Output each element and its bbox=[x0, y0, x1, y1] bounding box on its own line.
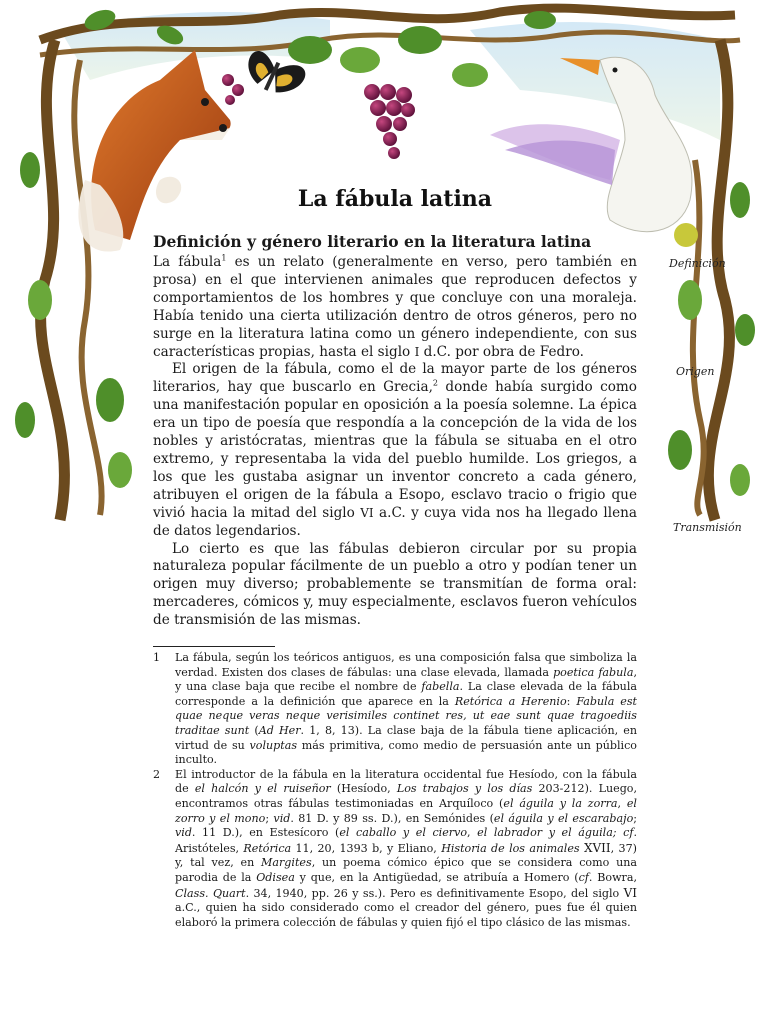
italic-run: vid bbox=[175, 826, 192, 840]
text-run: más primitiva, como medio de persuasión ante un público inculto. bbox=[175, 738, 637, 767]
italic-run: el halcón y el ruiseñor bbox=[194, 782, 331, 796]
italic-run: vid bbox=[273, 811, 291, 825]
footnote-number: 1 bbox=[153, 651, 161, 664]
italic-run: Retórica bbox=[243, 841, 292, 855]
italic-run: fabella bbox=[421, 680, 460, 694]
italic-run: Class. Quart bbox=[175, 886, 246, 900]
paragraph-origin bbox=[153, 361, 637, 540]
margin-note-definicion: Definición bbox=[669, 257, 726, 270]
italic-run: Historia de los animales bbox=[441, 841, 580, 855]
footnote-2 bbox=[153, 768, 637, 931]
italic-run: el labrador y el águila; bbox=[477, 826, 617, 840]
paragraph-transmission: Lo cierto es que las fábulas debieron circular por su propia naturaleza popular fácilmente de un pueblo a otro y podían tener un origen muy diverso; probablemente se transmitían de forma oral: mercaderes, cómicos y, muy especialmente, esclavos fueron vehículos de transmisión de las mismas. bbox=[153, 540, 637, 629]
text-run: ( bbox=[249, 723, 259, 737]
italic-run: cf bbox=[623, 826, 634, 840]
section-heading: Definición y género literario en la literatura latina bbox=[153, 232, 592, 251]
italic-run: poetica fabula bbox=[553, 665, 634, 679]
text-run: , 37) y, tal vez, en bbox=[175, 841, 637, 870]
text-run: El origen de la fábula, como el de la mayor parte de los géneros literarios, hay que buscarlo en Grecia, bbox=[153, 361, 637, 396]
text-run: La fábula, según los teóricos antiguos, es una composición falsa que simboliza la verdad. Existen dos clases de fábulas: una clase elevada, llamada bbox=[175, 651, 637, 679]
text-run: . 11 D.), en Estesícoro ( bbox=[191, 826, 340, 840]
footnote-divider bbox=[153, 646, 275, 647]
footnote-ref-2[interactable]: 2 bbox=[432, 378, 438, 388]
text-run: 11, 20, 1393 b, y Eliano, bbox=[291, 841, 442, 855]
text-run: , bbox=[467, 826, 478, 840]
footnotes bbox=[153, 651, 637, 930]
italic-run: Fabula est quae neque veras neque verisimiles continet res, ut eae sunt quae tragoediis traditae sunt bbox=[175, 694, 638, 737]
text-run: 203-212). Luego, encontramos otras fábulas testimoniadas en Arquíloco ( bbox=[175, 782, 637, 810]
text-run: donde había surgido como una manifestación popular en oposición a la poesía solemne. La épica era un tipo de poesía que respondía a la concepción de la vida de los nobles y aristócratas, mientras que la fábula se situaba en el otro extremo, y representaba la vida del pueblo humilde. Los griegos, a los que les gustaba asignar un inventor concreto a cada género, atribuyen el origen de la fábula a Esopo, esclavo tracio o frigio que vivió hacia la mitad del siglo bbox=[153, 379, 637, 521]
text-run: (Hesíodo, bbox=[330, 782, 397, 796]
footnote-1 bbox=[153, 651, 637, 768]
italic-run: voluptas bbox=[249, 738, 298, 752]
century-numeral: VI bbox=[360, 505, 374, 520]
page-title: La fábula latina bbox=[297, 186, 493, 212]
italic-run: Margites bbox=[261, 856, 312, 870]
italic-run: cf bbox=[578, 870, 589, 884]
text-run: . 34, 1940, pp. 26 y ss.). Pero es definitivamente Esopo, del siglo bbox=[245, 886, 624, 900]
italic-run: Odisea bbox=[256, 870, 295, 884]
italic-run: Los trabajos y los días bbox=[396, 782, 533, 796]
text-run: es un relato (generalmente en verso, pero también en prosa) en el que intervienen animales que reproducen defectos y comportamientos de los hombres y que concluye con una moraleja. Había tenido una cierta utilización dentro de otros géneros, pero no surge en la literatura latina como un género independiente, con sus características propias, hasta el siglo bbox=[153, 254, 637, 360]
footnote-ref-1[interactable]: 1 bbox=[221, 253, 227, 263]
text-run: . 81 D. y 89 ss. D.), en Semónides ( bbox=[290, 811, 494, 825]
margin-note-transmision: Transmisión bbox=[673, 521, 742, 534]
footnote-text bbox=[175, 768, 637, 931]
text-run: . La clase elevada de la fábula corresponde a la definición que aparece en la bbox=[175, 680, 637, 708]
text-run: , y una clase baja que recibe el nombre de bbox=[175, 665, 637, 694]
body-text bbox=[153, 254, 637, 630]
text-run: El introductor de la fábula en la literatura occidental fue Hesíodo, con la fábula de bbox=[175, 767, 637, 796]
paragraph-definition bbox=[153, 254, 637, 361]
text-run: , bbox=[617, 796, 627, 810]
italic-run: el caballo y el ciervo bbox=[339, 826, 468, 840]
text-run: ; bbox=[633, 811, 638, 825]
footnote-number: 2 bbox=[153, 767, 161, 781]
text-run: a.C., quien ha sido considerado como el creador del género, pues fue él quien elaboró la primera colección de fábulas y quien fijó el tipo clásico de las mismas. bbox=[175, 901, 637, 929]
italic-run: el zorro y el mono bbox=[175, 796, 637, 825]
text-run: ; bbox=[265, 811, 274, 825]
italic-run: Retórica a Herenio bbox=[454, 694, 567, 708]
text-run: y que, en la Antigüedad, se atribuía a Homero ( bbox=[294, 870, 579, 884]
text-run: . Bowra, bbox=[588, 870, 638, 884]
text-run: La fábula bbox=[153, 254, 222, 270]
text-run: . Aristóteles, bbox=[175, 826, 638, 855]
margin-note-origen: Origen bbox=[676, 365, 715, 378]
text-run: : bbox=[566, 694, 577, 708]
text-run: d.C. por obra de Fedro. bbox=[419, 343, 584, 360]
book-numeral: XVII bbox=[583, 840, 611, 855]
italic-run: Ad Her bbox=[258, 723, 301, 737]
century-numeral: VI bbox=[623, 885, 637, 900]
italic-run: el águila y la zorra bbox=[503, 796, 618, 810]
footnote-text bbox=[175, 651, 637, 768]
text-run: a.C. y cuya vida nos ha llegado llena de datos legendarios. bbox=[153, 504, 637, 539]
century-numeral: I bbox=[414, 344, 420, 359]
italic-run: el águila y el escarabajo bbox=[493, 811, 634, 825]
text-run: . 1, 8, 13). La clase baja de la fábula tiene aplicación, en virtud de su bbox=[175, 723, 638, 752]
text-run: , un poema cómico épico que se considera como una parodia de la bbox=[175, 856, 637, 884]
